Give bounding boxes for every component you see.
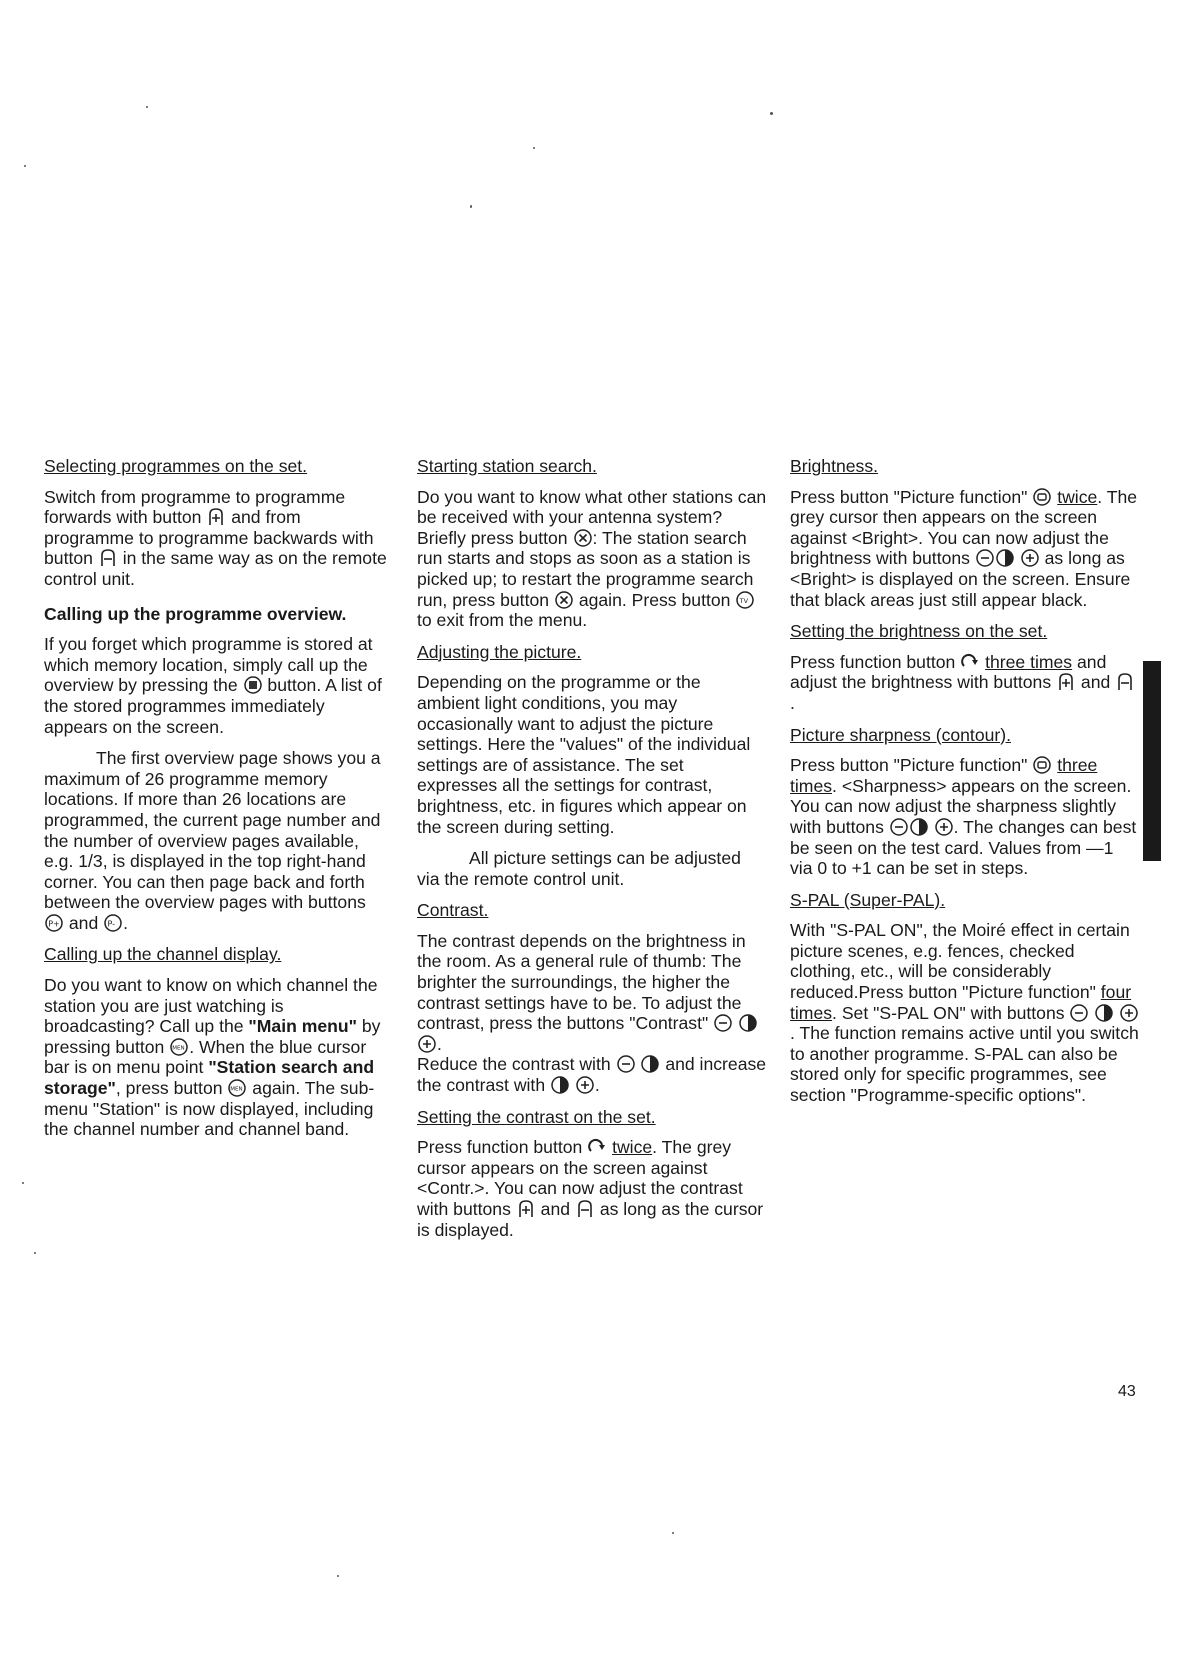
text: . When the blue cursor bar is on menu point bbox=[44, 1036, 367, 1078]
paragraph-brightness-on-set bbox=[790, 652, 1140, 714]
text: . <Sharpness> appears on the screen. You can now adjust the sharpness slightly with buttons bbox=[790, 775, 1132, 837]
menu-button-icon bbox=[170, 1038, 188, 1056]
contrast-half-circle-icon bbox=[996, 549, 1014, 567]
picture-function-button-icon bbox=[1033, 756, 1051, 774]
svg-text:MEN: MEN bbox=[172, 1045, 185, 1052]
text-three-times: three times bbox=[790, 755, 1098, 796]
section-tab-marker bbox=[1143, 661, 1161, 861]
paragraph-contrast-on-set bbox=[417, 1137, 767, 1240]
scan-speck bbox=[337, 1575, 339, 1577]
minus-button-icon bbox=[976, 549, 994, 567]
heading-selecting-programmes: Selecting programmes on the set. bbox=[44, 456, 308, 476]
scan-speck bbox=[146, 106, 148, 108]
text: Press button "Picture function" bbox=[790, 755, 1028, 776]
text: button. A list of the stored programmes immediately appears on the screen. bbox=[44, 675, 382, 737]
text: Do you want to know what other stations can be received with your antenna system? Briefly press button bbox=[417, 486, 767, 548]
text: . The function remains active until you switch to another programme. S-PAL can also be stored only for specific programmes, see section "Programme-specific options". bbox=[790, 1023, 1139, 1106]
text: . bbox=[790, 692, 795, 713]
text: Press button "Picture function" bbox=[790, 486, 1028, 507]
menu-button-icon bbox=[228, 1079, 246, 1097]
contrast-half-circle-icon bbox=[910, 818, 928, 836]
programme-down-button-icon bbox=[576, 1200, 594, 1218]
minus-button-icon bbox=[714, 1014, 732, 1032]
contrast-half-circle-icon bbox=[1095, 1004, 1113, 1022]
scan-speck bbox=[34, 1252, 36, 1254]
text: as long as <Bright> is displayed on the screen. Ensure that black areas just still appear black. bbox=[790, 548, 1131, 610]
paragraph-picture-sharpness bbox=[790, 755, 1140, 879]
scan-speck bbox=[770, 112, 773, 115]
heading-picture-sharpness: Picture sharpness (contour). bbox=[790, 724, 1011, 745]
svg-text:TV: TV bbox=[739, 596, 749, 605]
programme-up-button-icon bbox=[207, 508, 225, 526]
plus-button-icon bbox=[935, 818, 953, 836]
heading-contrast-on-set: Setting the contrast on the set. bbox=[417, 1106, 656, 1127]
paragraph-contrast bbox=[417, 931, 767, 1096]
text: Switch from programme to programme forwards with button bbox=[44, 486, 346, 528]
plus-button-icon bbox=[418, 1035, 436, 1053]
text: The contrast depends on the brightness in the room. As a general rule of thumb: The brighter the surroundings, the higher the contrast settings have to be. To adjust the contrast, press the buttons "Contrast" bbox=[417, 930, 746, 1034]
text-four-times: four times bbox=[790, 982, 1132, 1023]
page-down-button-icon bbox=[104, 914, 122, 932]
text: and from programme to programme backwards with button bbox=[44, 507, 374, 569]
text: to exit from the menu. bbox=[417, 610, 588, 631]
paragraph-channel-display bbox=[44, 975, 390, 1140]
heading-contrast: Contrast. bbox=[417, 900, 489, 921]
text-main-menu: "Main menu" bbox=[248, 1016, 357, 1037]
svg-text:MEN: MEN bbox=[230, 1086, 244, 1093]
station-search-button-icon bbox=[574, 529, 592, 547]
overview-button-icon bbox=[244, 676, 262, 694]
text: and bbox=[1080, 672, 1111, 693]
function-arrow-button-icon bbox=[961, 653, 979, 671]
heading-station-search: Starting station search. bbox=[417, 456, 597, 476]
text: . The grey cursor appears on the screen against <Contr.>. You can now adjust the contrast with buttons bbox=[417, 1137, 743, 1219]
heading-brightness: Brightness. bbox=[790, 456, 879, 476]
text: and adjust the brightness with buttons bbox=[790, 651, 1107, 693]
programme-up-button-icon bbox=[1057, 673, 1075, 691]
station-search-button-icon bbox=[555, 591, 573, 609]
contrast-half-circle-icon bbox=[641, 1055, 659, 1073]
programme-down-button-icon bbox=[99, 549, 117, 567]
scan-speck bbox=[470, 205, 472, 208]
heading-brightness-on-set: Setting the brightness on the set. bbox=[790, 621, 1048, 642]
contrast-half-circle-icon bbox=[739, 1014, 757, 1032]
text: If you forget which programme is stored at which memory location, simply call up the overview by pressing the bbox=[44, 634, 373, 696]
text: . The grey cursor then appears on the screen against <Bright>. You can now adjust the brightness with buttons bbox=[790, 486, 1138, 569]
page-up-button-icon bbox=[45, 914, 63, 932]
paragraph-station-search bbox=[417, 487, 767, 631]
text: With "S-PAL ON", the Moiré effect in certain picture scenes, e.g. fences, checked clothing, etc., will be considerably reduced.Press button "Picture function" bbox=[790, 920, 1130, 1003]
text: . The changes can best be seen on the test card. Values from —1 via 0 to +1 can be set in steps. bbox=[790, 816, 1137, 879]
minus-button-icon bbox=[890, 818, 908, 836]
text: . bbox=[123, 912, 129, 933]
column-right bbox=[790, 456, 1140, 1117]
text: The first overview page shows you a maximum of 26 programme memory locations. If more than 26 locations are programmed, the current page number and the number of overview pages available, e.g. 1/3, is displayed in the top right-hand corner. You can then page back and forth between the overview pages with buttons bbox=[44, 748, 381, 913]
heading-adjusting-picture: Adjusting the picture. bbox=[417, 641, 582, 662]
text: and bbox=[68, 912, 99, 933]
programme-up-button-icon bbox=[517, 1200, 535, 1218]
svg-text:P-: P- bbox=[107, 919, 116, 929]
text: . bbox=[594, 1075, 600, 1096]
heading-channel-display: Calling up the channel display. bbox=[44, 944, 282, 965]
text: as long as the cursor is displayed. bbox=[417, 1199, 764, 1240]
scan-speck bbox=[672, 1532, 674, 1534]
plus-button-icon bbox=[1021, 549, 1039, 567]
text: . bbox=[437, 1033, 442, 1054]
plus-button-icon bbox=[1120, 1004, 1138, 1022]
paragraph-overview-pages bbox=[44, 748, 390, 933]
minus-button-icon bbox=[617, 1055, 635, 1073]
column-left bbox=[44, 456, 390, 1151]
paragraph-brightness bbox=[790, 487, 1140, 611]
scan-speck bbox=[22, 1182, 24, 1184]
svg-text:P+: P+ bbox=[48, 919, 60, 929]
paragraph-adjusting-picture: Depending on the programme or the ambient light conditions, you may occasionally want to adjust the picture settings. Here the "values" of the individual settings are of assistance. The set expresses all the settings for contrast, brightness, etc. in figures which appear on the screen during setting. bbox=[417, 672, 751, 837]
text-station-search-storage: "Station search and storage" bbox=[44, 1057, 375, 1099]
text-twice: twice bbox=[612, 1137, 653, 1158]
contrast-half-circle-icon bbox=[551, 1076, 569, 1094]
text: by pressing button bbox=[44, 1016, 381, 1057]
text: again. The sub-menu "Station" is now displayed, including the channel number and channel band. bbox=[44, 1078, 375, 1140]
paragraph-selecting bbox=[44, 487, 390, 590]
text: Reduce the contrast with bbox=[417, 1054, 611, 1075]
text: , press button bbox=[115, 1078, 223, 1099]
text: Press function button bbox=[417, 1137, 583, 1158]
paragraph-s-pal bbox=[790, 920, 1140, 1105]
minus-button-icon bbox=[1070, 1004, 1088, 1022]
plus-button-icon bbox=[576, 1076, 594, 1094]
text-twice: twice bbox=[1057, 486, 1098, 507]
column-middle bbox=[417, 456, 767, 1251]
programme-down-button-icon bbox=[1116, 673, 1134, 691]
page-number: 43 bbox=[1118, 1383, 1136, 1400]
heading-programme-overview: Calling up the programme overview. bbox=[44, 603, 347, 624]
heading-s-pal: S-PAL (Super-PAL). bbox=[790, 889, 946, 910]
text: Press function button bbox=[790, 651, 956, 672]
picture-function-button-icon bbox=[1033, 488, 1051, 506]
scan-speck bbox=[533, 147, 535, 149]
function-arrow-button-icon bbox=[588, 1138, 606, 1156]
text-three-times: three times bbox=[985, 651, 1073, 672]
scan-speck bbox=[24, 165, 26, 167]
text: and increase the contrast with bbox=[417, 1054, 767, 1096]
text: . Set "S-PAL ON" with buttons bbox=[832, 1002, 1065, 1023]
tv-exit-button-icon bbox=[736, 591, 754, 609]
text: Do you want to know on which channel the station you are just watching is broadcasting? Call up the bbox=[44, 975, 378, 1037]
paragraph-overview bbox=[44, 634, 390, 737]
text: : The station search run starts and stops as soon as a station is picked up; to restart the programme search run, press button bbox=[417, 527, 754, 610]
text: in the same way as on the remote control unit. bbox=[44, 548, 387, 589]
paragraph-remote-settings: All picture settings can be adjusted via the remote control unit. bbox=[417, 848, 741, 889]
text: again. Press button bbox=[578, 589, 731, 610]
text: and bbox=[540, 1199, 571, 1219]
